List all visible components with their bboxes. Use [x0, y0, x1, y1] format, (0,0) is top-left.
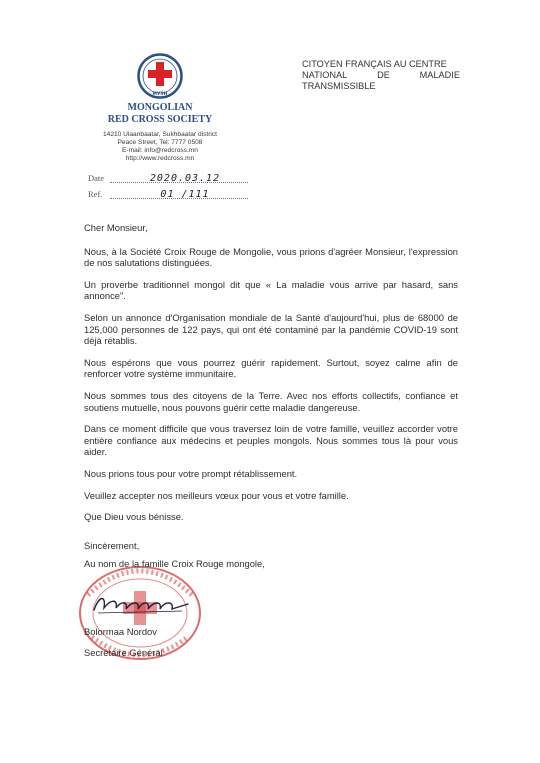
org-name-line2: RED CROSS SOCIETY [107, 114, 213, 125]
paragraph: Nous prions tous pour votre prompt rétablissement. [84, 467, 298, 479]
address-line: 14210 Ulaanbaatar, Sukhbaatar district [103, 131, 217, 138]
paragraph: Nous sommes tous des citoyens de la Terre. Avec nos efforts collectifs, confiance et soutiens mutuelle, nous pouvons guérir cette maladie dangereuse. [84, 389, 458, 413]
recipient-line: CITOYEN FRANÇAIS AU CENTRE [302, 59, 447, 69]
date-value: 2020.03.12 [149, 173, 221, 184]
website-line: http://www.redcross.mn [125, 155, 195, 162]
paragraph: Dans ce moment difficile que vous traversez loin de votre famille, veuillez accorder votre entière confiance aux médecins et peuples mongols. Nous sommes tous là pour vous aider. [84, 423, 458, 458]
paragraph: Veuillez accepter nos meilleurs vœux pour vous et votre famille. [84, 489, 349, 501]
org-name-line1: MONGOLIAN [127, 102, 193, 113]
handwritten-signature [92, 592, 192, 616]
paragraph: Nous, à la Société Croix Rouge de Mongolie, vous prions d'agréer Monsieur, l'expression de nos salutations distinguées. [84, 245, 458, 269]
red-cross-logo [137, 53, 183, 99]
recipient-word: NATIONAL [302, 70, 348, 80]
recipient-word: DE [377, 70, 390, 80]
closing-sincerely: Sincèrement, [84, 540, 140, 551]
closing-block [84, 540, 384, 575]
paragraph: Un proverbe traditionnel mongol dit que « La maladie vous arrive par hasard, sans annonce". [84, 278, 458, 302]
address-line: Peace Street, Tel: 7777 0508 [117, 139, 203, 146]
recipient-line [302, 70, 460, 81]
letter-body [84, 222, 458, 533]
ref-value: 01 /111 [160, 189, 210, 200]
date-label: Date [88, 173, 105, 183]
greeting: Cher Monsieur, [84, 222, 148, 233]
signer-title: Secrétaire Général [84, 647, 163, 658]
signer-name: Bolormaa Nordov [84, 626, 157, 637]
recipient-line: TRANSMISSIBLE [302, 81, 376, 91]
date-row [88, 170, 248, 184]
closing-on-behalf: Au nom de la famille Croix Rouge mongole, [84, 557, 265, 569]
paragraph: Nous espérons que vous pourrez guérir rapidement. Surtout, soyez calme afin de renforcer votre système immunitaire. [84, 356, 458, 380]
recipient-word: MALADIE [419, 70, 460, 80]
paragraph: Que Dieu vous bénisse. [84, 511, 184, 523]
paragraph: Selon un annonce d'Organisation mondiale de la Santé d'aujourd'hui, plus de 68000 de 125,000 personnes de 122 pays, qui ont été contaminé par la pandémie COVID-19 sont déjà rétablis. [84, 311, 458, 347]
signer-block [84, 621, 163, 663]
ref-label: Ref. [88, 189, 103, 199]
ref-row [88, 186, 248, 200]
logo-text: МУЗН [152, 92, 168, 97]
recipient-block [302, 59, 460, 92]
email-line: E-mail: info@redcross.mn [122, 147, 198, 154]
org-address [60, 131, 260, 163]
org-name [85, 102, 235, 126]
